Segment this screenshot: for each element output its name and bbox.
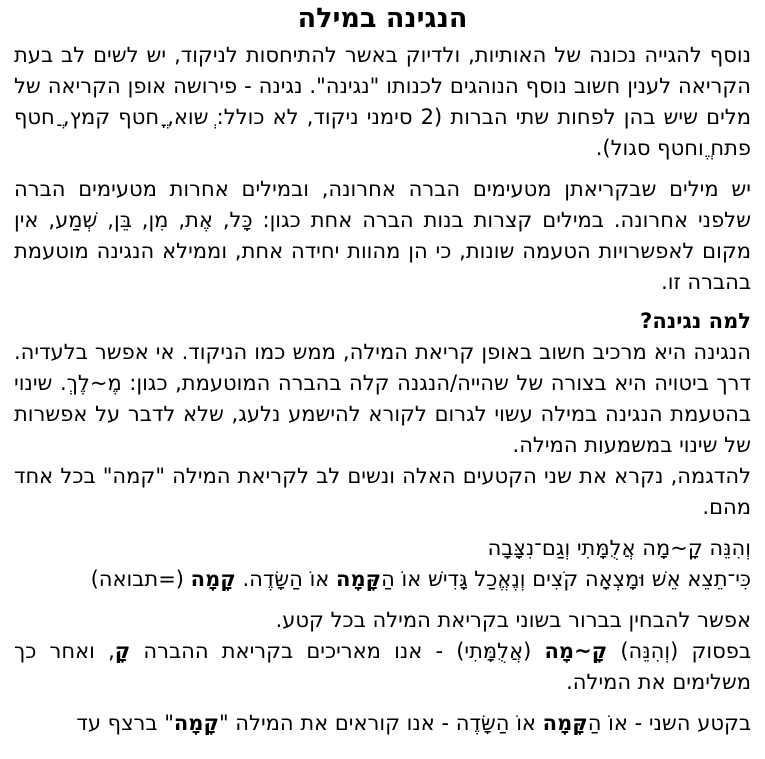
explanation-1-b: (אֲלֻמָּתִי) - אנו מאריכים בקריאת ההברה	[130, 639, 545, 663]
explanation-2-c: " ברצף עד	[76, 711, 174, 735]
example-intro-paragraph: להדגמה, נקרא את שני הקטעים האלה ונשים לב לקריאת המילה "קמה" בכל אחד מהם.	[14, 464, 751, 519]
explanation-1-bold-2: קָ	[114, 639, 131, 663]
intro-paragraph: נוסף להגייה נכונה של האותיות, ולדיוק באשר להתיחסות לניקוד, יש לשים לב בעת הקריאה לענין חשוב נוסף הנוהגים לכנותו "נגינה". נגינה - פירושה אופן הקריאה של מלים שיש בהן לפחות שתי הברות (2 סימני ניקוד, לא כולל: ְשוא, ֳחטף קמץ, ֲחטף פתח ֱוחטף סגול).	[14, 43, 751, 160]
verse-2-text-b: אוֹ הַשָּׂדֶה.	[235, 567, 337, 591]
explanation-2-b: אוֹ הַשָּׂדֶה - אנו קוראים את המילה "	[218, 711, 543, 735]
why-paragraph: הנגינה היא מרכיב חשוב באופן קריאת המילה, ממש כמו הניקוד. אי אפשר בלעדיה. דרך ביטויה היא בצורה של שהייה/הנגנה קלה בהברה המוטעמת, כגון: מֶ~לֶךְ. שינוי בהטעמת הנגינה במילה עשוי לגרום לקורא להישמע נלעג, שלא לדבר על אפשרות של שינוי במשמעות המילה.	[14, 340, 751, 457]
page-title: הנגינה במילה	[297, 3, 468, 34]
explanation-2-bold-1: קָּמָה	[542, 711, 588, 735]
explanation-2-a: בקטע השני - אוֹ הַ	[587, 711, 751, 735]
second-verse-explanation	[14, 708, 751, 739]
explanation-1-c: , ואחר כך משלימים את המילה.	[14, 639, 751, 694]
explanation-1-a: בפסוק (וְהִנֵּה)	[607, 639, 751, 663]
verse-2-gloss: (=תבואה)	[90, 567, 191, 591]
distinguish-paragraph: אפשר להבחין בברור בשוני בקריאת המילה בכל קטע.	[275, 608, 751, 632]
section-heading-why: למה נגינה?	[640, 309, 751, 333]
stress-paragraph: יש מילים שבקריאתן מטעימים הברה אחרונה, ובמילים אחרות מטעימים הברה שלפני אחרונה. במילים קצרות בנות הברה אחת כגון: כָּל, אֶת, מִן, בֵּן, שְׁמַע, אין מקום לאפשרויות הטעמה שונות, כי הן מהוות יחידה אחת, וממילא הנגינה מוטעמת בהברה זו.	[14, 177, 751, 294]
explanation-1-bold-1: קָ~מָה	[544, 639, 608, 663]
first-verse-explanation	[14, 636, 751, 698]
verse-2-bold-word: קָּמָה	[336, 567, 382, 591]
verse-2-text-a: כִּי־תֵצֵא אֵשׁ וּמָצְאָה קֹצִים וְנֶאֱכַל גָּדִישׁ אוֹ הַ	[381, 567, 751, 591]
verse-line-2	[14, 564, 751, 595]
verse-2-word: קָמָה	[190, 567, 236, 591]
explanation-2-bold-2: קָמָה	[173, 711, 219, 735]
verse-line-1: וְהִנֵּה קָ~מָה אֲלֻמָּתִי וְגַם־נִצָּבָה	[487, 536, 751, 560]
